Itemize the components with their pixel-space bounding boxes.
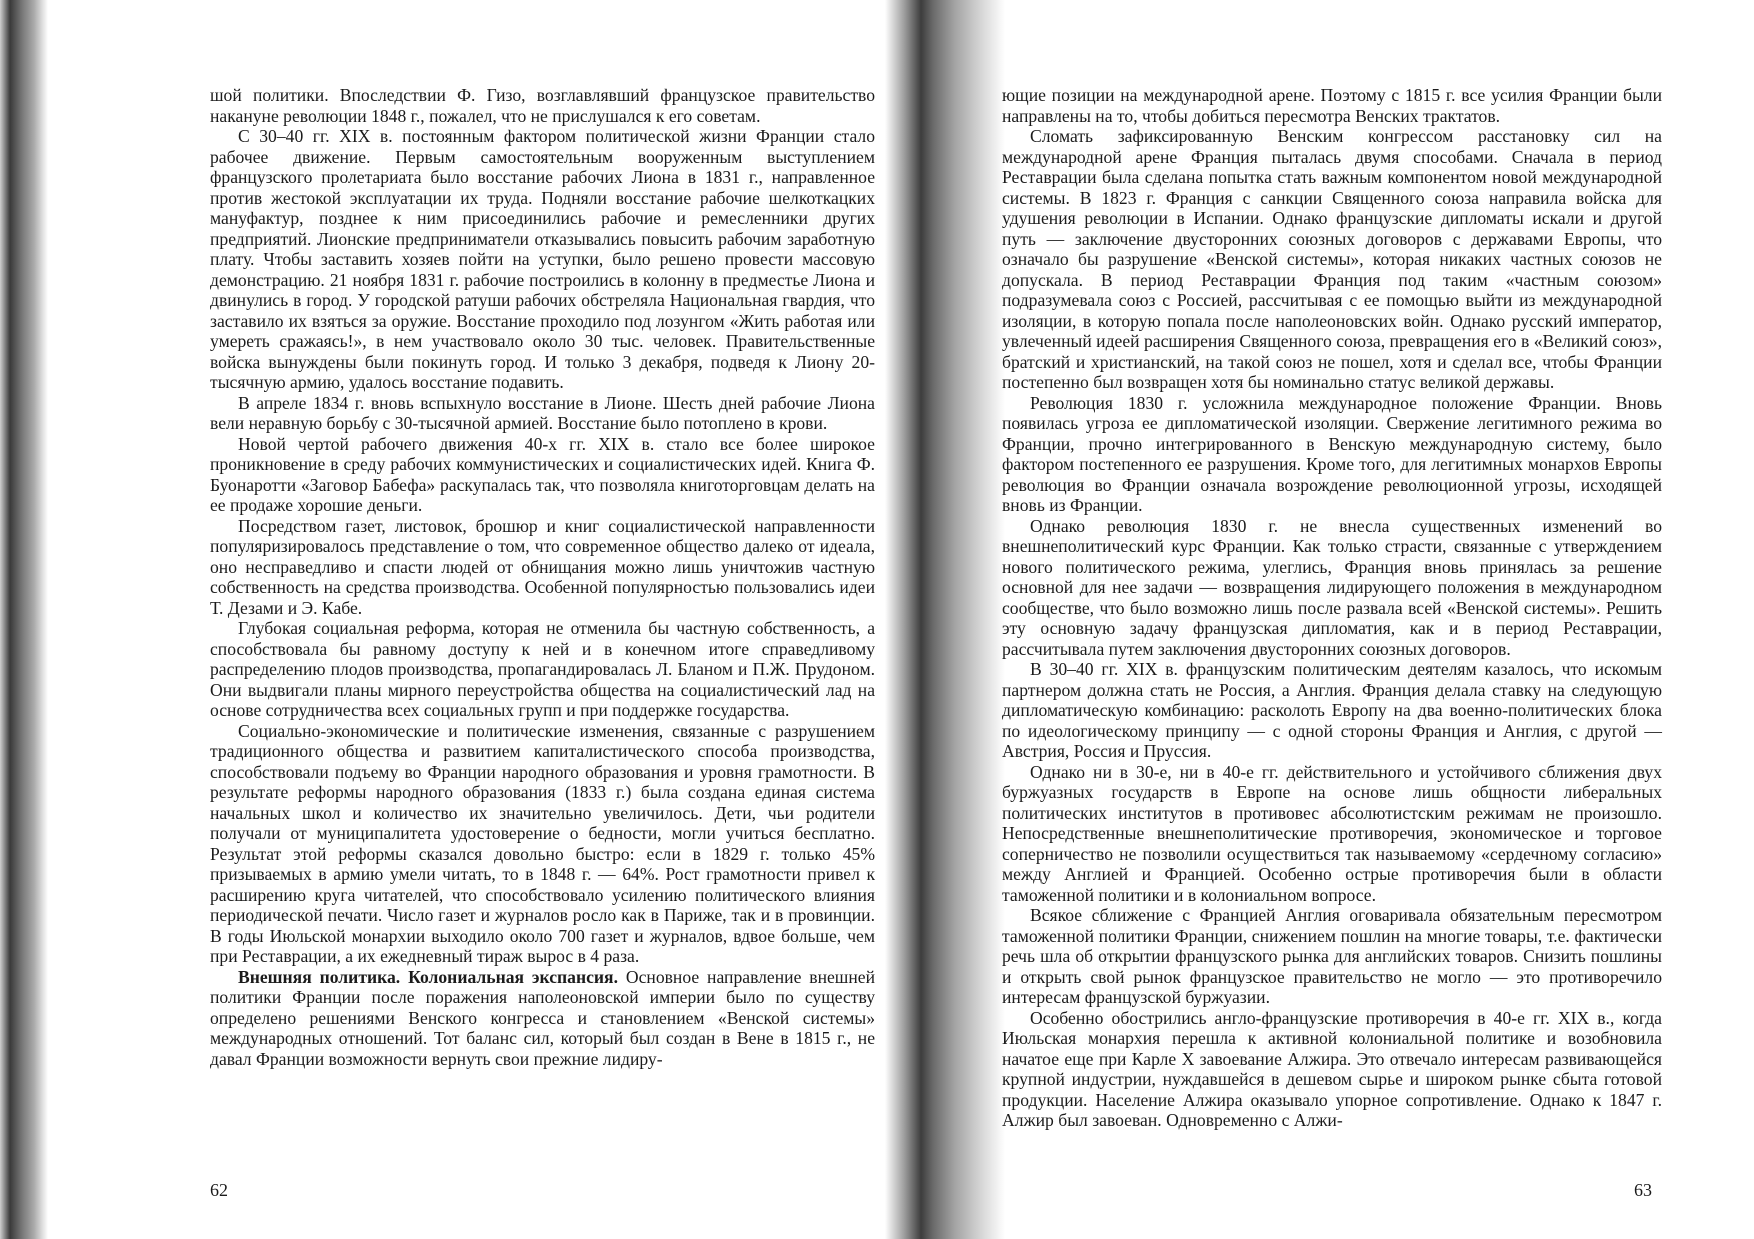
left-page — [210, 85, 875, 1069]
paragraph: Всякое сближение с Францией Англия оговаривала обязательным пересмотром таможенной политики Франции, снижением пошлин на многие товары, т.е. фактически речь шла об открытии французского рынка для английских товаров. Снизить пошлины и открыть свой рынок французское правительство не могло — это противоречило интересам французской буржуазии. — [1002, 905, 1662, 1007]
paragraph: Новой чертой рабочего движения 40-х гг. XIX в. стало все более широкое проникновение в среду рабочих коммунистических и социалистических идей. Книга Ф. Буонаротти «Заговор Бабефа» раскупалась так, что позволяла книготорговцам делать на ее продаже хорошие деньги. — [210, 433, 875, 515]
left-edge-shadow — [0, 0, 48, 1239]
paragraph: Глубокая социальная реформа, которая не отменила бы частную собственность, а способствовала бы равному доступу к ней и в конечном итоге справедливому распределению плодов производства, пропагандировалась Л. Бланом и П.Ж. Прудоном. Они выдвигали планы мирного переустройства общества на социалистический лад на основе сотрудничества всех социальных групп и при поддержке государства. — [210, 618, 875, 720]
section-text: Основное направление внешней политики Франции после поражения наполеоновской империи было по существу определено решениями Венского конгресса и становлением «Венской системы» международных отношений. Тот баланс сил, который был создан в Вене в 1815 г., не давал Франции возможности вернуть свои прежние лидиру- — [210, 966, 875, 1069]
paragraph: Особенно обострились англо-французские противоречия в 40-е гг. XIX в., когда Июльская монархия перешла к активной колониальной политике и возобновила начатое еще при Карле X завоевание Алжира. Это отвечало интересам развивающейся крупной индустрии, нуждавшейся в дешевом сырье и широком рынке сбыта готовой продукции. Население Алжира оказывало упорное сопротивление. Однако к 1847 г. Алжир был завоеван. Одновременно с Алжи- — [1002, 1007, 1662, 1130]
paragraph: шой политики. Впоследствии Ф. Гизо, возглавлявший французское правительство накануне революции 1848 г., пожалел, что не прислушался к его советам. — [210, 85, 875, 126]
paragraph: Революция 1830 г. усложнила международное положение Франции. Вновь появилась угроза ее дипломатической изоляции. Свержение легитимного режима во Франции, прочно интегрированного в Венскую международную систему, было фактором постепенного ее разрушения. Кроме того, для легитимных монархов Европы революция во Франции означала возрождение революционной угрозы, исходящей вновь из Франции. — [1002, 392, 1662, 515]
paragraph: Однако ни в 30-е, ни в 40-е гг. действительного и устойчивого сближения двух буржуазных государств в Европе на основе лишь общности либеральных политических институтов в противовес абсолютистским режимам не произошло. Непосредственные внешнеполитические противоречия, экономическое и торговое соперничество не позволили осуществиться так называемому «сердечному согласию» между Англией и Францией. Особенно острые противоречия были в области таможенной политики и в колониальном вопросе. — [1002, 761, 1662, 905]
paragraph: В 30–40 гг. XIX в. французским политическим деятелям казалось, что искомым партнером должна стать не Россия, а Англия. Франция делала ставку на следующую дипломатическую комбинацию: расколоть Европу на два военно-политических блока по идеологическому принципу — с одной стороны Франция и Англия, с другой — Австрия, Россия и Пруссия. — [1002, 659, 1662, 761]
section-heading: Внешняя политика. Колониальная экспансия. — [238, 966, 618, 987]
paragraph: ющие позиции на международной арене. Поэтому с 1815 г. все усилия Франции были направлены на то, чтобы добиться пересмотра Венских трактатов. — [1002, 85, 1662, 126]
paragraph: В апреле 1834 г. вновь вспыхнуло восстание в Лионе. Шесть дней рабочие Лиона вели неравную борьбу с 30-тысячной армией. Восстание было потоплено в крови. — [210, 392, 875, 433]
page-number-right: 63 — [1634, 1180, 1652, 1200]
binding-shadow — [885, 0, 1005, 1239]
paragraph: Однако революция 1830 г. не внесла существенных изменений во внешнеполитический курс Франции. Как только страсти, связанные с утверждением нового политического режима, улеглись, Франция вновь принялась за решение основной для нее задачи — возвращения лидирующего положения в международном сообществе, что было возможно лишь после развала всей «Венской системы». Решить эту основную задачу французская дипломатия, как и в период Реставрации, рассчитывала путем заключения двусторонних союзных договоров. — [1002, 515, 1662, 659]
paragraph: Социально-экономические и политические изменения, связанные с разрушением традиционного общества и развитием капиталистического способа производства, способствовали подъему во Франции народного образования и уровня грамотности. В результате реформы народного образования (1833 г.) была создана единая система начальных школ и количество их значительно увеличилось. Дети, чьи родители получали от муниципалитета удостоверение о бедности, могли учиться бесплатно. Результат этой реформы сказался довольно быстро: если в 1829 г. только 45% призываемых в армию умели читать, то в 1848 г. — 64%. Рост грамотности привел к расширению круга читателей, что способствовало усилению политического влияния периодической печати. Число газет и журналов росло как в Париже, так и в провинции. В годы Июльской монархии выходило около 700 газет и журналов, вдвое больше, чем при Реставрации, а их ежедневный тираж вырос в 4 раза. — [210, 720, 875, 966]
right-page — [1002, 85, 1662, 1131]
section-paragraph — [210, 967, 875, 1070]
page-number-left: 62 — [210, 1180, 228, 1200]
paragraph: С 30–40 гг. XIX в. постоянным фактором политической жизни Франции стало рабочее движение. Первым самостоятельным вооруженным выступлением французского пролетариата было восстание рабочих Лиона в 1831 г., направленное против жестокой эксплуатации их труда. Подняли восстание рабочие шелкоткацких мануфактур, позднее к ним присоединились рабочие и ремесленники других предприятий. Лионские предприниматели отказывались повысить рабочим заработную плату. Чтобы заставить хозяев пойти на уступки, было решено провести массовую демонстрацию. 21 ноября 1831 г. рабочие построились в колонну в предместье Лиона и двинулись в город. У городской ратуши рабочих обстреляла Национальная гвардия, что заставило их взяться за оружие. Восстание проходило под лозунгом «Жить работая или умереть сражаясь!», в нем участвовало около 30 тыс. человек. Правительственные войска вынуждены были покинуть город. И только 3 декабря, подведя к Лиону 20-тысячную армию, удалось восстание подавить. — [210, 126, 875, 392]
paragraph: Сломать зафиксированную Венским конгрессом расстановку сил на международной арене Франция пыталась двумя способами. Сначала в период Реставрации была сделана попытка стать важным компонентом новой международной системы. В 1823 г. Франция с санкции Священного союза направила войска для удушения революции в Испании. Однако французские дипломаты искали и другой путь — заключение двусторонних союзных договоров с державами Европы, что означало бы разрушение «Венской системы», которая никаких частных союзов не допускала. В период Реставрации Франция под таким «частным союзом» подразумевала союз с Россией, рассчитывая с ее помощью выйти из международной изоляции, в которую попала после наполеоновских войн. Однако русский император, увлеченный идеей расширения Священного союза, превращения его в «Великий союз», братский и христианский, на такой союз не пошел, хотя и сделал все, чтобы Франции постепенно был возвращен хотя бы номинально статус великой державы. — [1002, 126, 1662, 392]
paragraph: Посредством газет, листовок, брошюр и книг социалистической направленности популяризировалось представление о том, что современное общество далеко от идеала, оно несправедливо и спасти людей от обнищания можно лишь уничтожив частную собственность на средства производства. Особенной популярностью пользовались идеи Т. Дезами и Э. Кабе. — [210, 515, 875, 618]
